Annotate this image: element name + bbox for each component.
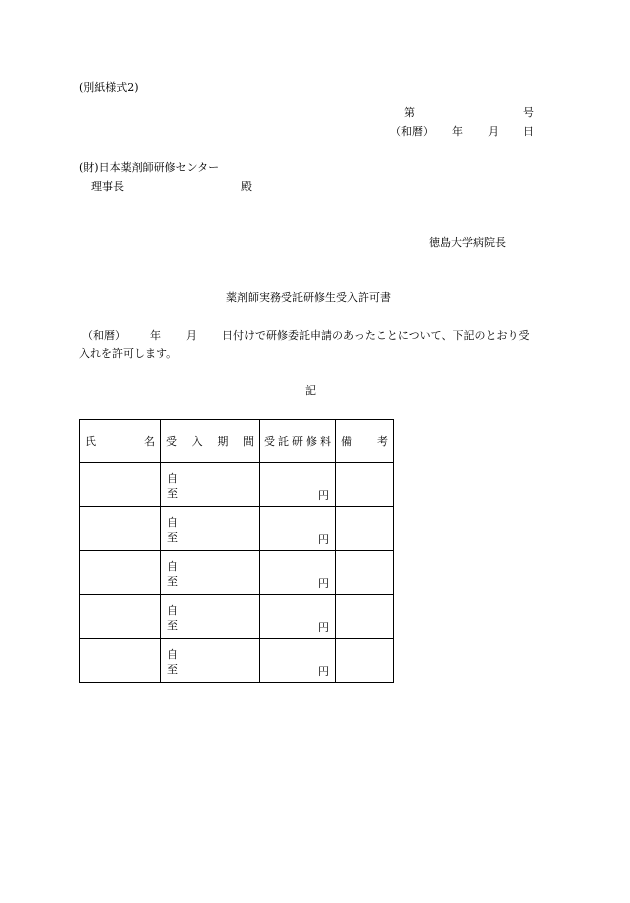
body-year: 年	[150, 329, 161, 342]
sender-name: 徳島大学病院長	[429, 236, 506, 249]
table-row	[80, 463, 394, 507]
remarks-cell[interactable]	[336, 507, 394, 551]
number-prefix: 第	[404, 106, 415, 119]
body-month: 月	[186, 329, 197, 342]
acceptance-table	[79, 419, 394, 683]
header-remarks: 備 考	[336, 420, 394, 463]
table-row	[80, 595, 394, 639]
fee-cell[interactable]: 円	[260, 463, 336, 507]
period-cell[interactable]: 自 至	[161, 551, 260, 595]
name-cell[interactable]	[80, 463, 161, 507]
recipient-title: 理事長	[91, 180, 124, 193]
document-title: 薬剤師実務受託研修生受入許可書	[226, 291, 391, 304]
body-text-line2: 入れを許可します。	[79, 347, 178, 360]
table-row	[80, 551, 394, 595]
date-month: 月	[488, 125, 499, 138]
name-cell[interactable]	[80, 595, 161, 639]
remarks-cell[interactable]	[336, 595, 394, 639]
ki-mark: 記	[305, 384, 316, 397]
header-name: 氏 名	[80, 420, 161, 463]
period-cell[interactable]: 自 至	[161, 639, 260, 683]
date-day: 日	[523, 125, 534, 138]
table-header-row	[80, 420, 394, 463]
table-row	[80, 507, 394, 551]
period-cell[interactable]: 自 至	[161, 595, 260, 639]
body-text: 日付けで研修委託申請のあったことについて、下記のとおり受	[222, 329, 530, 342]
table-row	[80, 639, 394, 683]
remarks-cell[interactable]	[336, 639, 394, 683]
recipient-organization: (財)日本薬剤師研修センター	[79, 161, 220, 174]
fee-cell[interactable]: 円	[260, 551, 336, 595]
header-period: 受 入 期 間	[161, 420, 260, 463]
name-cell[interactable]	[80, 551, 161, 595]
fee-cell[interactable]: 円	[260, 507, 336, 551]
period-cell[interactable]: 自 至	[161, 463, 260, 507]
name-cell[interactable]	[80, 639, 161, 683]
date-year: 年	[452, 125, 463, 138]
form-label: (別紙様式2)	[79, 81, 139, 94]
fee-cell[interactable]: 円	[260, 595, 336, 639]
header-fee: 受 託 研 修 料	[260, 420, 336, 463]
remarks-cell[interactable]	[336, 463, 394, 507]
fee-cell[interactable]: 円	[260, 639, 336, 683]
number-suffix: 号	[523, 106, 534, 119]
name-cell[interactable]	[80, 507, 161, 551]
date-era: （和暦）	[390, 125, 434, 138]
recipient-honorific: 殿	[241, 180, 252, 193]
body-era: （和暦）	[82, 329, 126, 342]
period-cell[interactable]: 自 至	[161, 507, 260, 551]
remarks-cell[interactable]	[336, 551, 394, 595]
